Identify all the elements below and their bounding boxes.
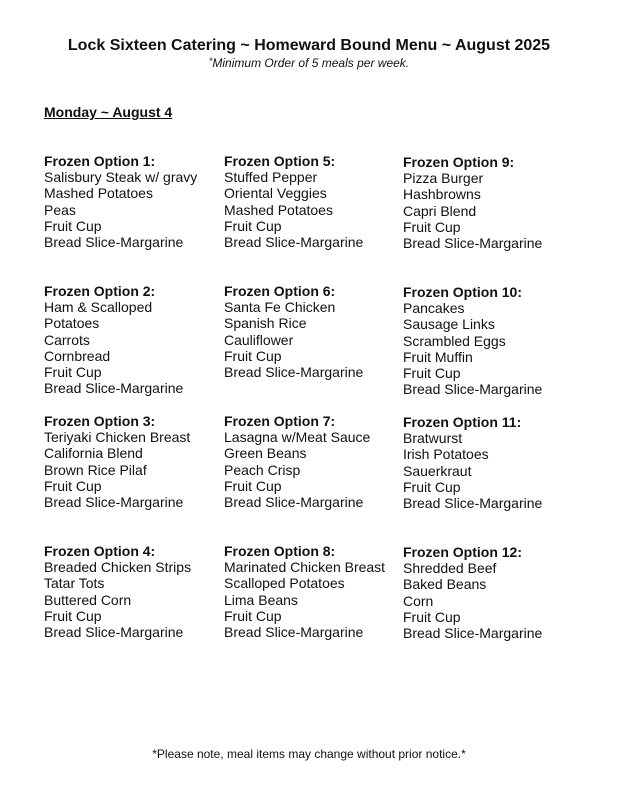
option-item: Carrots	[44, 331, 90, 348]
option-item: Mashed Potatoes	[224, 201, 333, 218]
option-item: Bread Slice-Margarine	[403, 381, 543, 398]
option-item: Irish Potatoes	[403, 446, 489, 463]
option-item: Scrambled Eggs	[403, 332, 506, 349]
option-item: Pizza Burger	[403, 170, 484, 187]
option-item: Bread Slice-Margarine	[44, 234, 184, 251]
menu-title: Lock Sixteen Catering ~ Homeward Bound Menu ~ August 2025	[67, 37, 551, 54]
option-item: Fruit Cup	[224, 607, 282, 624]
option-item: Fruit Cup	[403, 608, 461, 625]
option-title: Frozen Option 5:	[224, 153, 336, 169]
option-item: Stuffed Pepper	[224, 169, 318, 186]
menu-option-4	[44, 543, 219, 640]
option-item: Bread Slice-Margarine	[224, 494, 364, 511]
option-item: Capri Blend	[403, 202, 477, 219]
option-item: Fruit Cup	[403, 365, 461, 382]
option-item: Peach Crisp	[224, 461, 301, 478]
option-item: Fruit Cup	[403, 478, 461, 495]
option-item: Peas	[44, 201, 76, 218]
option-item: Bread Slice-Margarine	[403, 235, 543, 252]
menu-option-2	[44, 283, 219, 396]
menu-subtitle	[0, 56, 618, 70]
option-item: Lasagna w/Meat Sauce	[224, 429, 371, 446]
option-item: Brown Rice Pilaf	[44, 461, 147, 478]
option-item: Cornbread	[44, 347, 111, 364]
option-item: Fruit Cup	[224, 347, 282, 364]
option-title: Frozen Option 3:	[44, 413, 156, 429]
option-item: Buttered Corn	[44, 591, 132, 608]
option-item: Bratwurst	[403, 430, 463, 447]
subtitle-text: Minimum Order of 5 meals per week.	[212, 56, 410, 70]
option-item: Scalloped Potatoes	[224, 575, 345, 592]
subtitle-asterisk: *	[208, 56, 213, 66]
option-item: Santa Fe Chicken	[224, 299, 336, 316]
option-item: Fruit Cup	[44, 364, 102, 381]
option-item: Bread Slice-Margarine	[224, 364, 364, 381]
menu-option-12	[403, 544, 578, 641]
menu-option-11	[403, 414, 578, 511]
option-item: California Blend	[44, 445, 143, 462]
option-item: Teriyaki Chicken Breast	[44, 429, 191, 446]
option-item: Fruit Cup	[44, 217, 102, 234]
option-item: Fruit Cup	[224, 217, 282, 234]
menu-option-3	[44, 413, 219, 510]
menu-option-5	[224, 153, 399, 250]
menu-option-1	[44, 153, 219, 250]
option-item: Fruit Cup	[403, 218, 461, 235]
option-title: Frozen Option 6:	[224, 283, 336, 299]
option-title: Frozen Option 12:	[403, 544, 522, 560]
option-title: Frozen Option 10:	[403, 284, 522, 300]
option-item: Green Beans	[224, 445, 307, 462]
option-item: Fruit Cup	[224, 477, 282, 494]
option-item: Salisbury Steak w/ gravy	[44, 169, 198, 186]
option-item: Sausage Links	[403, 316, 495, 333]
option-item: Bread Slice-Margarine	[403, 625, 543, 642]
option-item: Lima Beans	[224, 591, 298, 608]
menu-option-6	[224, 283, 399, 380]
option-item: Fruit Muffin	[403, 348, 473, 365]
option-title: Frozen Option 11:	[403, 414, 522, 430]
option-item: Bread Slice-Margarine	[403, 495, 543, 512]
day-heading: Monday ~ August 4	[44, 104, 173, 120]
option-item: Pancakes	[403, 300, 465, 317]
option-item: Bread Slice-Margarine	[44, 380, 184, 397]
menu-option-7	[224, 413, 399, 510]
option-title: Frozen Option 4:	[44, 543, 156, 559]
option-item: Spanish Rice	[224, 315, 307, 332]
option-item: Fruit Cup	[44, 607, 102, 624]
option-item: Mashed Potatoes	[44, 185, 153, 202]
option-item: Ham & Scalloped Potatoes	[44, 299, 153, 332]
option-title: Frozen Option 9:	[403, 154, 515, 170]
option-title: Frozen Option 8:	[224, 543, 336, 559]
option-item: Marinated Chicken Breast	[224, 559, 386, 576]
option-title: Frozen Option 2:	[44, 283, 156, 299]
option-item: Oriental Veggies	[224, 185, 327, 202]
option-title: Frozen Option 7:	[224, 413, 336, 429]
option-item: Bread Slice-Margarine	[44, 494, 184, 511]
option-item: Bread Slice-Margarine	[44, 624, 184, 641]
option-title: Frozen Option 1:	[44, 153, 156, 169]
menu-option-8	[224, 543, 399, 640]
menu-option-10	[403, 284, 578, 397]
menu-option-9	[403, 154, 578, 251]
option-item: Shredded Beef	[403, 560, 497, 577]
option-item: Fruit Cup	[44, 477, 102, 494]
option-item: Corn	[403, 592, 434, 609]
option-item: Bread Slice-Margarine	[224, 234, 364, 251]
option-item: Hashbrowns	[403, 186, 481, 203]
footer-note: *Please note, meal items may change without prior notice.*	[152, 747, 466, 761]
option-item: Bread Slice-Margarine	[224, 624, 364, 641]
option-item: Cauliflower	[224, 331, 294, 348]
option-item: Baked Beans	[403, 576, 487, 593]
option-item: Tatar Tots	[44, 575, 105, 592]
option-item: Breaded Chicken Strips	[44, 559, 192, 576]
option-item: Sauerkraut	[403, 462, 472, 479]
